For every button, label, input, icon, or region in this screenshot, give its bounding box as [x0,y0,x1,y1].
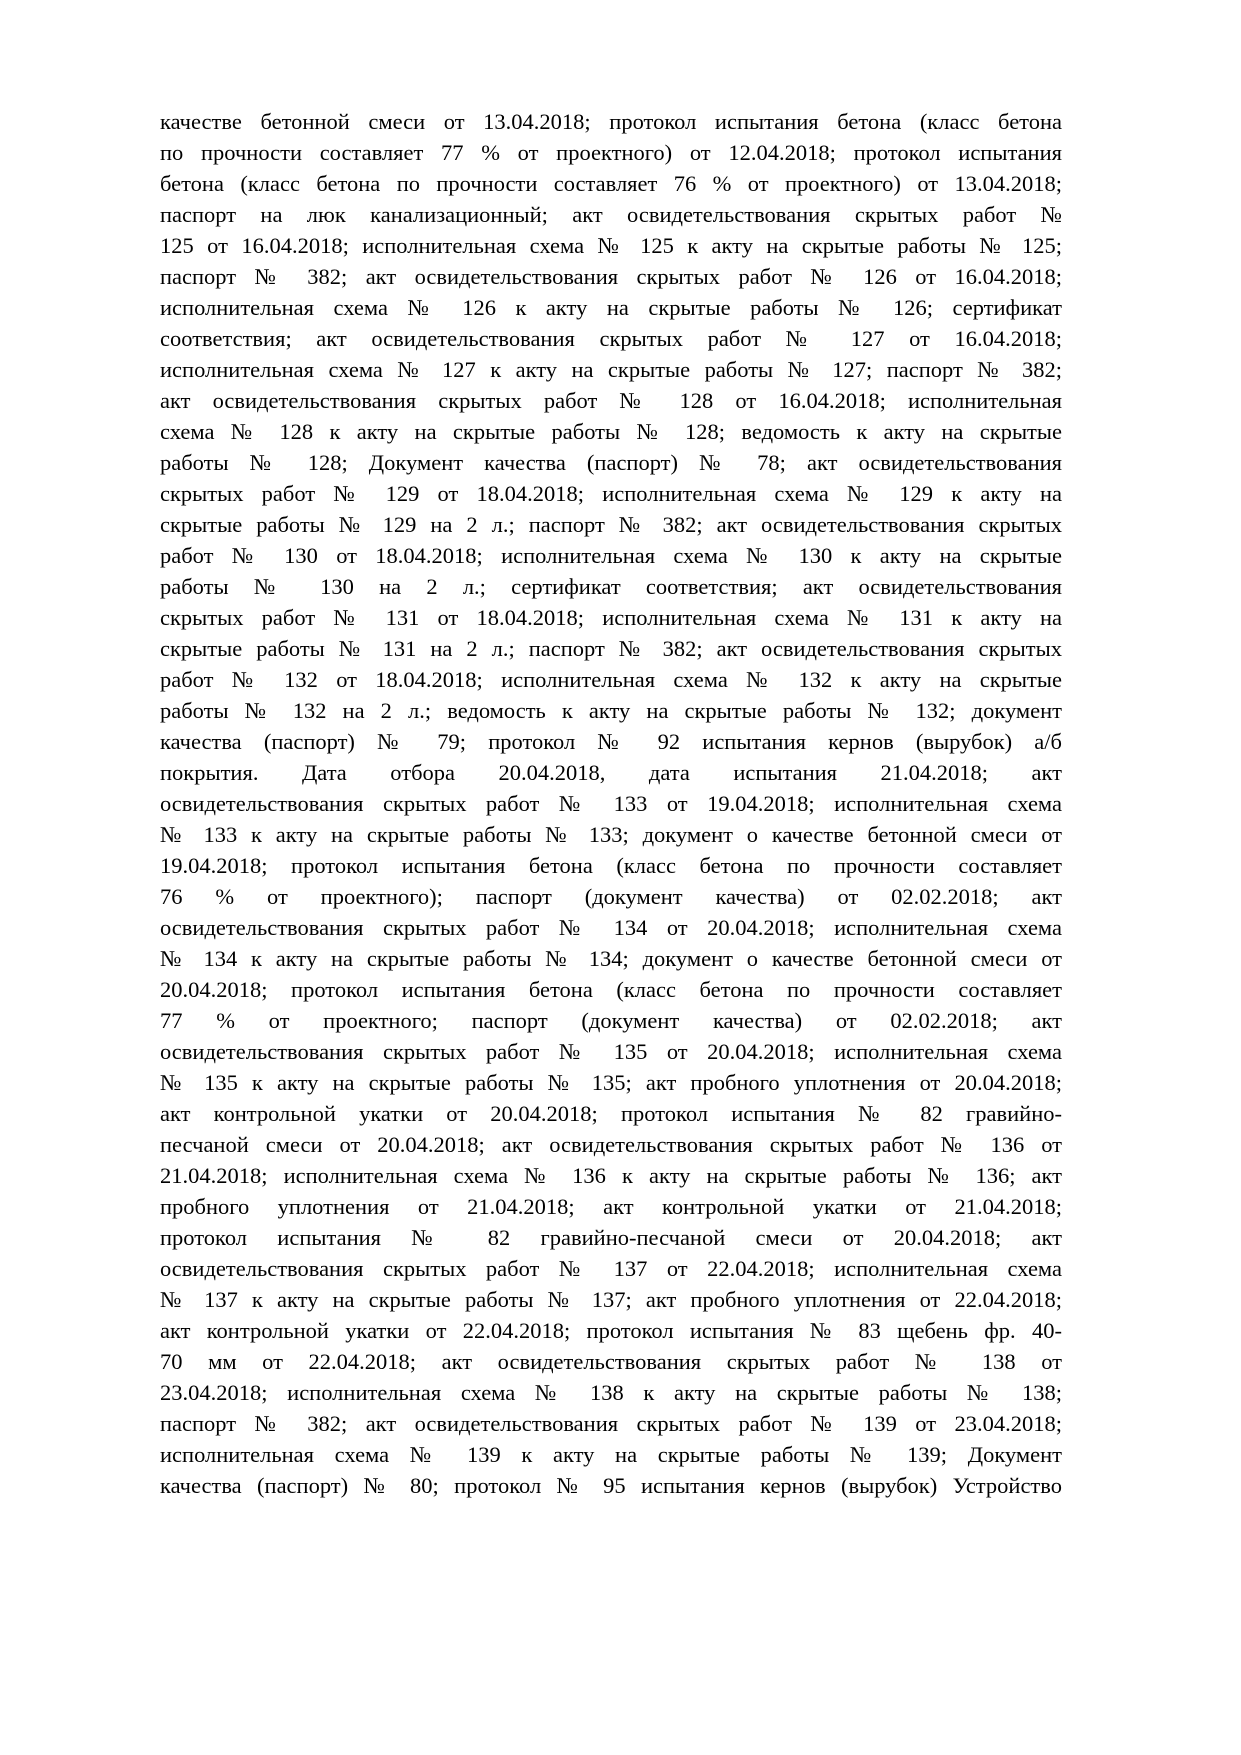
paragraph-line: 70 мм от 22.04.2018; акт освидетельствования скрытых работ № 138 от [160,1349,1062,1374]
paragraph-line: 76 % от проектного); паспорт (документ качества) от 02.02.2018; акт [160,884,1062,909]
paragraph-line: качестве бетонной смеси от 13.04.2018; протокол испытания бетона (класс бетона [160,109,1062,134]
paragraph-line: 19.04.2018; протокол испытания бетона (класс бетона по прочности составляет [160,853,1062,878]
paragraph-line: скрытых работ № 129 от 18.04.2018; исполнительная схема № 129 к акту на [160,481,1062,506]
paragraph-line: схема № 128 к акту на скрытые работы № 128; ведомость к акту на скрытые [160,419,1062,444]
paragraph-line: № 135 к акту на скрытые работы № 135; акт пробного уплотнения от 20.04.2018; [160,1070,1062,1095]
paragraph-line: акт контрольной укатки от 22.04.2018; протокол испытания № 83 щебень фр. 40- [160,1318,1062,1343]
paragraph-line: освидетельствования скрытых работ № 133 от 19.04.2018; исполнительная схема [160,791,1062,816]
paragraph-line: исполнительная схема № 127 к акту на скрытые работы № 127; паспорт № 382; [160,357,1062,382]
body-paragraph [160,106,1062,1501]
paragraph-line: исполнительная схема № 139 к акту на скрытые работы № 139; Документ [160,1442,1062,1467]
paragraph-line: покрытия. Дата отбора 20.04.2018, дата испытания 21.04.2018; акт [160,760,1062,785]
paragraph-line: песчаной смеси от 20.04.2018; акт освидетельствования скрытых работ № 136 от [160,1132,1062,1157]
paragraph-line: соответствия; акт освидетельствования скрытых работ № 127 от 16.04.2018; [160,326,1062,351]
paragraph-line: по прочности составляет 77 % от проектного) от 12.04.2018; протокол испытания [160,140,1062,165]
paragraph-line: пробного уплотнения от 21.04.2018; акт контрольной укатки от 21.04.2018; [160,1194,1062,1219]
paragraph-line: качества (паспорт) № 80; протокол № 95 испытания кернов (вырубок) Устройство [160,1473,1062,1498]
paragraph-line: 125 от 16.04.2018; исполнительная схема № 125 к акту на скрытые работы № 125; [160,233,1062,258]
paragraph-line: № 134 к акту на скрытые работы № 134; документ о качестве бетонной смеси от [160,946,1062,971]
paragraph-line: скрытых работ № 131 от 18.04.2018; исполнительная схема № 131 к акту на [160,605,1062,630]
paragraph-line: качества (паспорт) № 79; протокол № 92 испытания кернов (вырубок) а/б [160,729,1062,754]
paragraph-line: 21.04.2018; исполнительная схема № 136 к акту на скрытые работы № 136; акт [160,1163,1062,1188]
paragraph-line: освидетельствования скрытых работ № 137 от 22.04.2018; исполнительная схема [160,1256,1062,1281]
paragraph-line: № 133 к акту на скрытые работы № 133; документ о качестве бетонной смеси от [160,822,1062,847]
paragraph-line: акт контрольной укатки от 20.04.2018; протокол испытания № 82 гравийно- [160,1101,1062,1126]
paragraph-line: акт освидетельствования скрытых работ № 128 от 16.04.2018; исполнительная [160,388,1062,413]
paragraph-line: исполнительная схема № 126 к акту на скрытые работы № 126; сертификат [160,295,1062,320]
paragraph-line: протокол испытания № 82 гравийно-песчаной смеси от 20.04.2018; акт [160,1225,1062,1250]
paragraph-line: бетона (класс бетона по прочности составляет 76 % от проектного) от 13.04.2018; [160,171,1062,196]
paragraph-line: работы № 130 на 2 л.; сертификат соответствия; акт освидетельствования [160,574,1062,599]
paragraph-line: 23.04.2018; исполнительная схема № 138 к акту на скрытые работы № 138; [160,1380,1062,1405]
paragraph-line: освидетельствования скрытых работ № 134 от 20.04.2018; исполнительная схема [160,915,1062,940]
paragraph-line: 20.04.2018; протокол испытания бетона (класс бетона по прочности составляет [160,977,1062,1002]
paragraph-line: освидетельствования скрытых работ № 135 от 20.04.2018; исполнительная схема [160,1039,1062,1064]
paragraph-line: работы № 132 на 2 л.; ведомость к акту на скрытые работы № 132; документ [160,698,1062,723]
paragraph-line: 77 % от проектного; паспорт (документ качества) от 02.02.2018; акт [160,1008,1062,1033]
document-page [160,106,1062,1501]
paragraph-line: работ № 132 от 18.04.2018; исполнительная схема № 132 к акту на скрытые [160,667,1062,692]
paragraph-line: скрытые работы № 131 на 2 л.; паспорт № 382; акт освидетельствования скрытых [160,636,1062,661]
paragraph-line: работы № 128; Документ качества (паспорт) № 78; акт освидетельствования [160,450,1062,475]
paragraph-line: паспорт № 382; акт освидетельствования скрытых работ № 139 от 23.04.2018; [160,1411,1062,1436]
paragraph-line: работ № 130 от 18.04.2018; исполнительная схема № 130 к акту на скрытые [160,543,1062,568]
paragraph-line: № 137 к акту на скрытые работы № 137; акт пробного уплотнения от 22.04.2018; [160,1287,1062,1312]
paragraph-line: скрытые работы № 129 на 2 л.; паспорт № 382; акт освидетельствования скрытых [160,512,1062,537]
paragraph-line: паспорт на люк канализационный; акт освидетельствования скрытых работ № [160,202,1062,227]
paragraph-line: паспорт № 382; акт освидетельствования скрытых работ № 126 от 16.04.2018; [160,264,1062,289]
